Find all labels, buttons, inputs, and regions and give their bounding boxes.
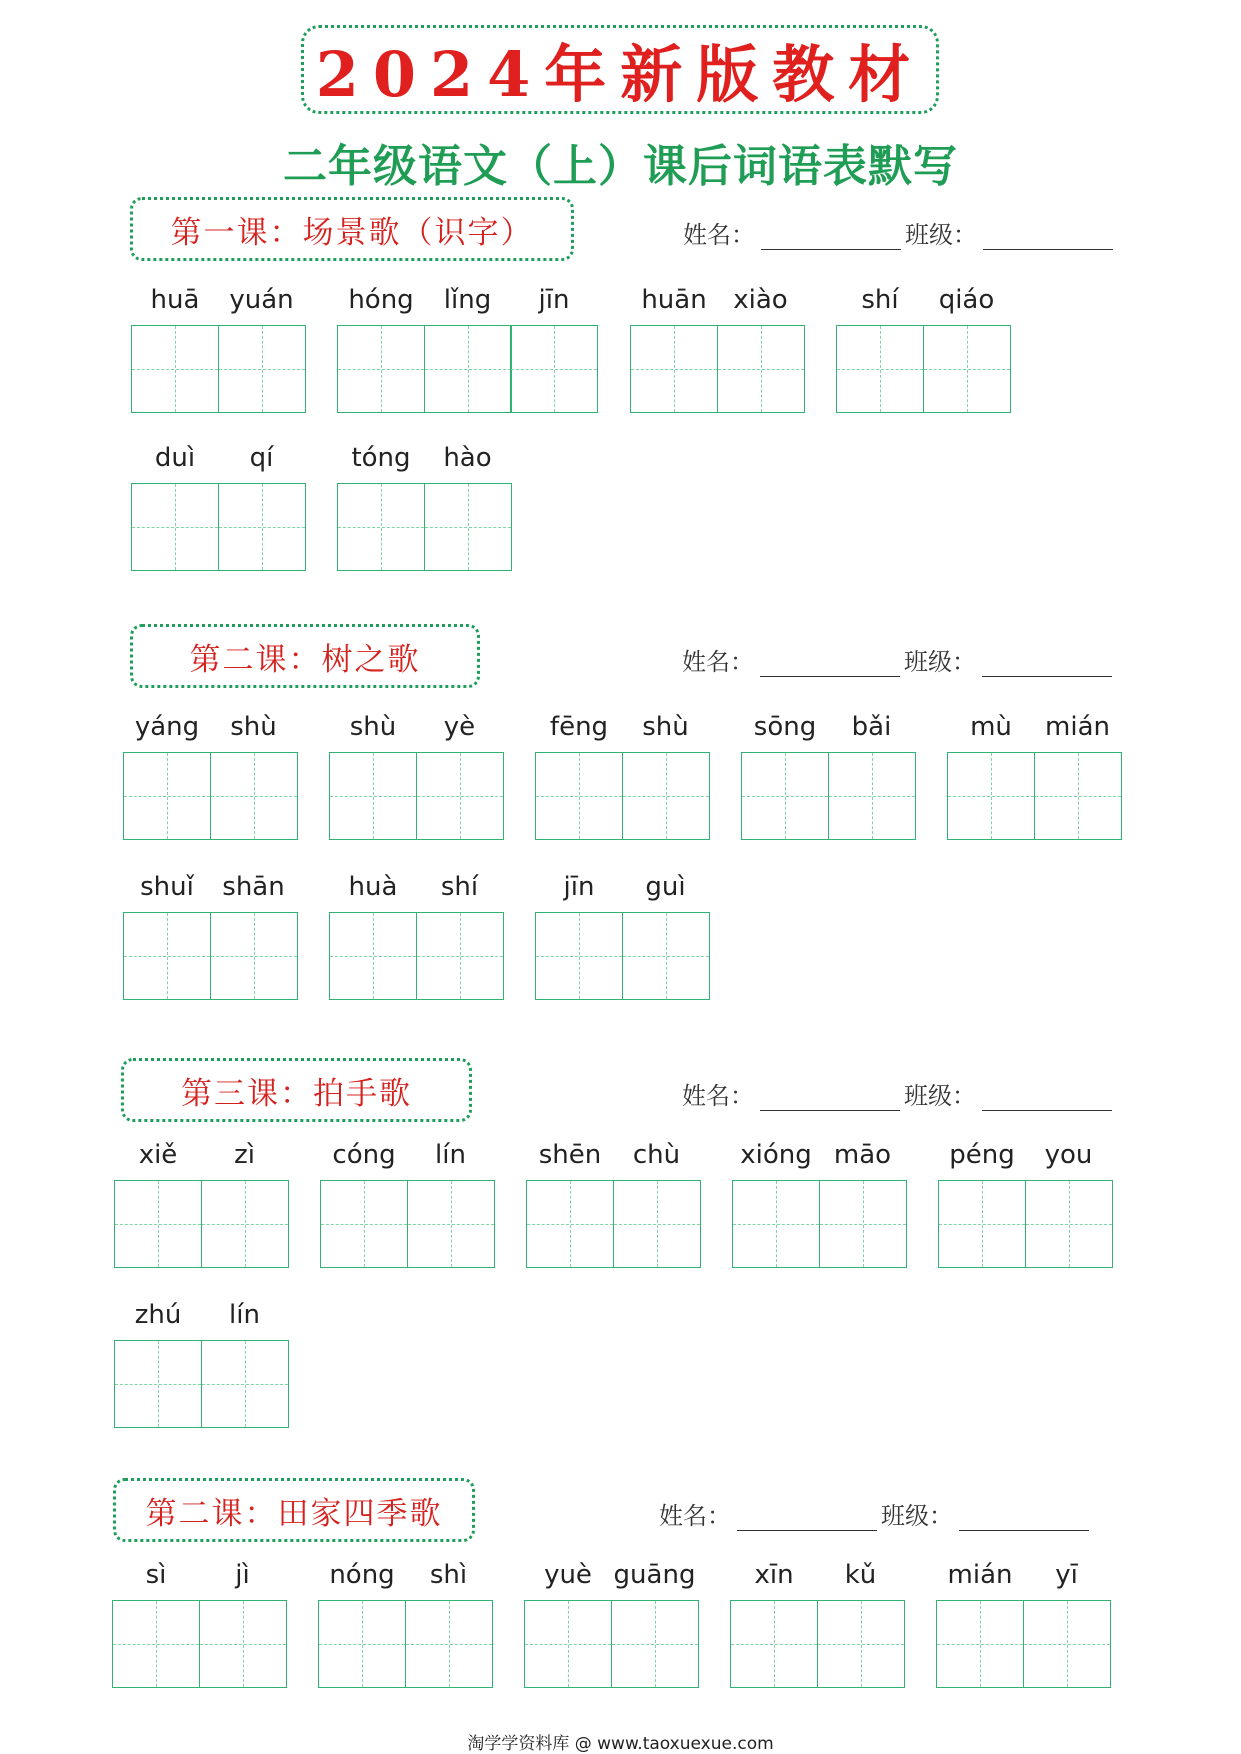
pinyin-label: shān <box>222 872 285 902</box>
lesson-title: 第一课：场景歌（识字） <box>170 214 534 251</box>
tianzige-cell[interactable] <box>1025 1180 1113 1268</box>
name-label: 姓名： <box>683 221 755 249</box>
footer-source: 淘学学资料库 @ www.taoxuexue.com <box>467 1734 774 1754</box>
pinyin-label: yáng <box>134 712 200 742</box>
class-blank[interactable] <box>983 227 1113 250</box>
tianzige-cell[interactable] <box>123 752 211 840</box>
class-blank[interactable] <box>982 654 1112 677</box>
pinyin-label: bǎi <box>851 712 892 742</box>
pinyin-label: hào <box>443 443 492 473</box>
name-blank[interactable] <box>760 654 900 677</box>
tianzige-cell[interactable] <box>114 1180 202 1268</box>
student-info <box>683 215 1117 250</box>
writing-grid <box>938 1180 1113 1268</box>
pinyin-label: tóng <box>351 443 411 473</box>
pinyin-label: shēn <box>538 1140 602 1170</box>
tianzige-cell[interactable] <box>416 912 504 1000</box>
tianzige-cell[interactable] <box>828 752 916 840</box>
tianzige-cell[interactable] <box>218 483 306 571</box>
class-label: 班级： <box>905 221 977 249</box>
pinyin-label: xiě <box>138 1140 178 1170</box>
class-label: 班级： <box>904 1082 976 1110</box>
pinyin-label: jīn <box>538 285 570 315</box>
name-label: 姓名： <box>682 648 754 676</box>
writing-grid <box>730 1600 905 1688</box>
writing-grid <box>318 1600 493 1688</box>
student-info <box>682 642 1116 677</box>
student-info <box>682 1076 1116 1111</box>
tianzige-cell[interactable] <box>622 752 710 840</box>
pinyin-label: lín <box>229 1300 260 1330</box>
title-banner <box>301 25 939 114</box>
pinyin-label: you <box>1044 1140 1093 1170</box>
writing-grid <box>123 912 298 1000</box>
tianzige-cell[interactable] <box>114 1340 202 1428</box>
tianzige-cell[interactable] <box>730 1600 818 1688</box>
writing-grid <box>123 752 298 840</box>
tianzige-cell[interactable] <box>131 483 219 571</box>
lesson-title-banner <box>130 197 574 261</box>
lesson-title-banner <box>121 1058 472 1122</box>
student-info <box>659 1496 1093 1531</box>
writing-grid <box>524 1600 699 1688</box>
class-blank[interactable] <box>959 1508 1089 1531</box>
pinyin-label: sōng <box>753 712 817 742</box>
pinyin-label: mián <box>947 1560 1013 1590</box>
tianzige-cell[interactable] <box>1023 1600 1111 1688</box>
tianzige-cell[interactable] <box>201 1180 289 1268</box>
tianzige-cell[interactable] <box>199 1600 287 1688</box>
tianzige-cell[interactable] <box>717 325 805 413</box>
tianzige-cell[interactable] <box>535 752 623 840</box>
name-label: 姓名： <box>682 1082 754 1110</box>
writing-grid <box>732 1180 907 1268</box>
tianzige-cell[interactable] <box>123 912 211 1000</box>
writing-grid <box>131 325 306 413</box>
pinyin-label: cóng <box>332 1140 396 1170</box>
writing-grid <box>535 752 710 840</box>
tianzige-cell[interactable] <box>407 1180 495 1268</box>
pinyin-label: jīn <box>563 872 595 902</box>
class-blank[interactable] <box>982 1088 1112 1111</box>
page-subtitle: 二年级语文（上）课后词语表默写 <box>283 141 958 192</box>
pinyin-label: jì <box>235 1560 250 1590</box>
pinyin-label: shì <box>429 1560 468 1590</box>
pinyin-label: huā <box>150 285 200 315</box>
pinyin-label: xióng <box>740 1140 812 1170</box>
tianzige-cell[interactable] <box>112 1600 200 1688</box>
pinyin-label: kǔ <box>844 1560 877 1590</box>
writing-grid <box>947 752 1122 840</box>
tianzige-cell[interactable] <box>337 325 425 413</box>
tianzige-cell[interactable] <box>611 1600 699 1688</box>
tianzige-cell[interactable] <box>424 483 512 571</box>
pinyin-label: sì <box>145 1560 167 1590</box>
pinyin-label: fēng <box>549 712 609 742</box>
pinyin-label: lín <box>435 1140 466 1170</box>
tianzige-cell[interactable] <box>947 752 1035 840</box>
tianzige-cell[interactable] <box>201 1340 289 1428</box>
name-blank[interactable] <box>761 227 901 250</box>
writing-grid <box>329 752 504 840</box>
tianzige-cell[interactable] <box>1034 752 1122 840</box>
tianzige-cell[interactable] <box>320 1180 408 1268</box>
tianzige-cell[interactable] <box>535 912 623 1000</box>
tianzige-cell[interactable] <box>630 325 718 413</box>
writing-grid <box>337 325 598 413</box>
lesson-title: 第三课：拍手歌 <box>181 1075 412 1112</box>
pinyin-label: yuán <box>229 285 294 315</box>
pinyin-label: shí <box>440 872 479 902</box>
pinyin-label: xiào <box>733 285 788 315</box>
class-label: 班级： <box>881 1502 953 1530</box>
pinyin-label: nóng <box>329 1560 395 1590</box>
pinyin-label: duì <box>154 443 196 473</box>
writing-grid <box>526 1180 701 1268</box>
writing-grid <box>936 1600 1111 1688</box>
tianzige-cell[interactable] <box>938 1180 1026 1268</box>
pinyin-label: zhú <box>134 1300 182 1330</box>
tianzige-cell[interactable] <box>416 752 504 840</box>
pinyin-label: qí <box>249 443 274 473</box>
tianzige-cell[interactable] <box>819 1180 907 1268</box>
writing-grid <box>836 325 1011 413</box>
tianzige-cell[interactable] <box>405 1600 493 1688</box>
name-blank[interactable] <box>737 1508 877 1531</box>
pinyin-label: hóng <box>348 285 414 315</box>
name-label: 姓名： <box>659 1502 731 1530</box>
writing-grid <box>741 752 916 840</box>
tianzige-cell[interactable] <box>218 325 306 413</box>
lesson-title: 第二课：树之歌 <box>189 641 421 678</box>
lesson-title-banner <box>113 1478 475 1542</box>
writing-grid <box>630 325 805 413</box>
writing-grid <box>114 1340 289 1428</box>
writing-grid <box>112 1600 287 1688</box>
tianzige-cell[interactable] <box>836 325 924 413</box>
tianzige-cell[interactable] <box>524 1600 612 1688</box>
name-blank[interactable] <box>760 1088 900 1111</box>
pinyin-label: lǐng <box>443 285 492 315</box>
tianzige-cell[interactable] <box>210 752 298 840</box>
tianzige-cell[interactable] <box>329 912 417 1000</box>
tianzige-cell[interactable] <box>732 1180 820 1268</box>
tianzige-cell[interactable] <box>936 1600 1024 1688</box>
pinyin-label: shù <box>349 712 397 742</box>
pinyin-label: huà <box>348 872 398 902</box>
pinyin-label: guì <box>645 872 686 902</box>
pinyin-label: chù <box>632 1140 681 1170</box>
writing-grid <box>337 483 512 571</box>
pinyin-label: zì <box>234 1140 255 1170</box>
lesson-title: 第二课：田家四季歌 <box>145 1495 443 1532</box>
tianzige-cell[interactable] <box>817 1600 905 1688</box>
pinyin-label: péng <box>949 1140 1015 1170</box>
tianzige-cell[interactable] <box>424 325 512 413</box>
pinyin-label: mián <box>1045 712 1110 742</box>
pinyin-label: yè <box>443 712 476 742</box>
pinyin-label: qiáo <box>938 285 995 315</box>
pinyin-label: shí <box>861 285 899 315</box>
page-title: 2024年新版教材 <box>315 38 925 111</box>
tianzige-cell[interactable] <box>318 1600 406 1688</box>
writing-grid <box>320 1180 495 1268</box>
tianzige-cell[interactable] <box>741 752 829 840</box>
pinyin-label: guāng <box>613 1560 696 1590</box>
tianzige-cell[interactable] <box>510 325 598 413</box>
tianzige-cell[interactable] <box>329 752 417 840</box>
class-label: 班级： <box>904 648 976 676</box>
tianzige-cell[interactable] <box>613 1180 701 1268</box>
tianzige-cell[interactable] <box>210 912 298 1000</box>
lesson-title-banner <box>130 624 480 688</box>
pinyin-label: yī <box>1055 1560 1078 1590</box>
tianzige-cell[interactable] <box>131 325 219 413</box>
tianzige-cell[interactable] <box>923 325 1011 413</box>
tianzige-cell[interactable] <box>622 912 710 1000</box>
pinyin-label: māo <box>833 1140 892 1170</box>
pinyin-label: huān <box>641 285 707 315</box>
tianzige-cell[interactable] <box>337 483 425 571</box>
writing-grid <box>535 912 710 1000</box>
pinyin-label: shuǐ <box>140 872 194 902</box>
writing-grid <box>131 483 306 571</box>
pinyin-label: shù <box>642 712 689 742</box>
writing-grid <box>329 912 504 1000</box>
writing-grid <box>114 1180 289 1268</box>
pinyin-label: mù <box>970 712 1012 742</box>
pinyin-label: shù <box>230 712 277 742</box>
pinyin-label: xīn <box>754 1560 794 1590</box>
tianzige-cell[interactable] <box>526 1180 614 1268</box>
pinyin-label: yuè <box>544 1560 592 1590</box>
